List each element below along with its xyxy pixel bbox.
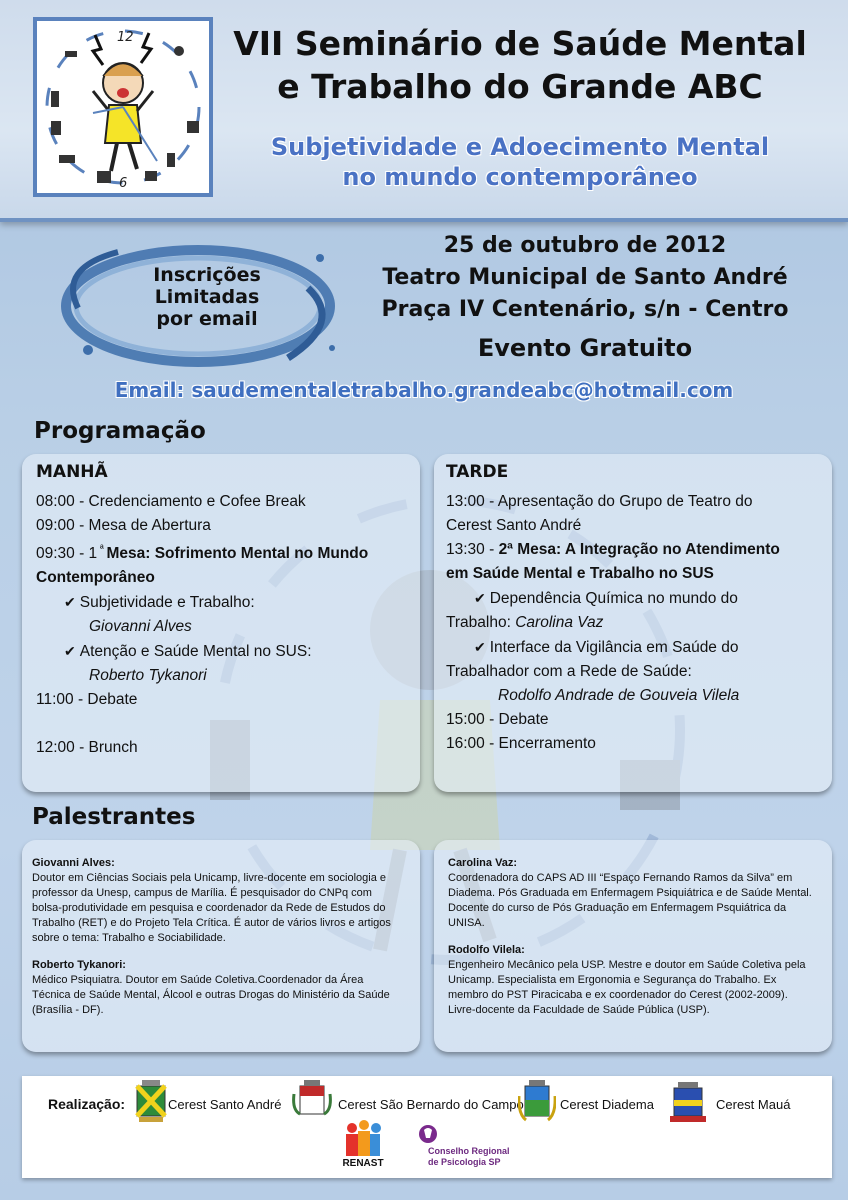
manha-sub-2-label: Atenção e Saúde Mental no SUS: <box>79 643 312 661</box>
panel-speakers-left <box>22 840 420 1052</box>
tarde-sub-1-label: Dependência Química no mundo do <box>489 590 738 607</box>
org-maua: Cerest Mauá <box>716 1097 791 1112</box>
speaker-name: Giovanni Alves: <box>32 857 115 869</box>
checkmark-icon: ✔ <box>64 643 76 660</box>
event-address: Praça IV Centenário, s/n - Centro <box>381 297 789 322</box>
speaker-name: Rodolfo Vilela: <box>448 944 525 956</box>
speaker-giovanni <box>32 856 402 946</box>
clock-6: 6 <box>119 176 128 191</box>
renast-label: RENAST <box>342 1158 384 1169</box>
speaker-roberto <box>32 958 402 1018</box>
panel-tarde <box>434 454 832 792</box>
checkmark-icon: ✔ <box>474 639 486 655</box>
tarde-item-3: 15:00 - Debate <box>446 711 549 728</box>
tarde-item-1: 13:00 - Apresentação do Grupo de Teatro do <box>446 493 753 510</box>
manha-item-3 <box>36 538 420 566</box>
speaker-bio: Coordenadora do CAPS AD III “Espaço Fernando Ramos da Silva” em Diadema. Pós Graduada em Enfermagem Psiquiátrica e de Saúde Mental. Docente do curso de Pós Graduação em Enfermagem Psquiátrica da UNISA. <box>448 872 812 929</box>
manha-sub-2 <box>36 639 420 664</box>
diadema-crest-icon <box>518 1080 556 1126</box>
speaker-carolina <box>448 856 814 931</box>
maua-crest-icon <box>668 1082 708 1124</box>
manha-item-4: 11:00 - Debate <box>36 691 138 709</box>
speaker-rodolfo <box>448 943 814 1018</box>
checkmark-icon: ✔ <box>474 590 486 606</box>
subtitle-line-1: Subjetividade e Adoecimento Mental <box>270 133 770 161</box>
badge-line-1: Inscrições <box>153 264 261 286</box>
manha-title: MANHÃ <box>36 462 108 482</box>
event-subtitle <box>250 132 790 192</box>
org-diadema: Cerest Diadema <box>560 1097 654 1112</box>
tarde-sub-2-label: Interface da Vigilância em Saúde do <box>489 639 739 656</box>
manha-sub-1-speaker: Giovanni Alves <box>89 618 192 636</box>
title-line-2: e Trabalho do Grande ABC <box>277 67 763 106</box>
tarde-item-2-title: 2ª Mesa: A Integração no Atendimento <box>498 541 780 558</box>
speaker-name: Roberto Tykanori: <box>32 959 126 971</box>
event-logo <box>33 17 213 197</box>
contact-email[interactable]: Email: saudementaletrabalho.grandeabc@hotmail.com <box>114 378 734 402</box>
event-price: Evento Gratuito <box>477 334 693 362</box>
clock-figure-icon <box>37 21 209 193</box>
manha-item-3-cont: Contemporâneo <box>36 569 155 587</box>
panel-manha <box>22 454 420 792</box>
badge-line-2: Limitadas <box>154 286 260 308</box>
tarde-item-2 <box>446 538 832 562</box>
sao-bernardo-crest-icon <box>292 1080 332 1124</box>
tarde-sub-1 <box>446 586 832 611</box>
checkmark-icon: ✔ <box>64 594 76 611</box>
programacao-title: Programação <box>34 418 206 444</box>
event-venue: Teatro Municipal de Santo André <box>382 265 788 290</box>
tarde-sub-2-speaker: Rodolfo Andrade de Gouveia Vilela <box>498 687 740 704</box>
tarde-item-4: 16:00 - Encerramento <box>446 735 596 752</box>
tarde-title: TARDE <box>446 462 509 482</box>
manha-item-3-title: Mesa: Sofrimento Mental no Mundo <box>106 545 369 563</box>
tarde-sub-1-speaker: Carolina Vaz <box>515 614 604 631</box>
tarde-sub-1b <box>446 611 832 635</box>
manha-item-3-sup: ª <box>97 544 107 555</box>
speaker-name: Carolina Vaz: <box>448 857 518 869</box>
crp-label <box>428 1146 510 1168</box>
tarde-sub-2b: Trabalhador com a Rede de Saúde: <box>446 663 692 680</box>
subtitle-line-2: no mundo contemporâneo <box>342 163 698 191</box>
santo-andre-crest-icon <box>134 1080 168 1124</box>
registration-badge <box>112 264 302 330</box>
palestrantes-title: Palestrantes <box>32 804 196 830</box>
org-sao-bernardo: Cerest São Bernardo do Campo <box>338 1097 524 1112</box>
event-date: 25 de outubro de 2012 <box>443 233 727 258</box>
event-info <box>330 230 840 364</box>
title-line-1: VII Seminário de Saúde Mental <box>233 24 807 63</box>
manha-sub-1 <box>36 590 420 615</box>
org-santo-andre: Cerest Santo André <box>168 1097 282 1112</box>
event-title <box>225 22 815 108</box>
tarde-item-1b: Cerest Santo André <box>446 517 582 534</box>
clock-12: 12 <box>117 30 134 45</box>
speaker-bio: Médico Psiquiatra. Doutor em Saúde Coletiva.Coordenador da Área Técnica de Saúde Mental, Álcool e outras Drogas do Ministério da Saúde (Brasília - DF). <box>32 974 390 1016</box>
speaker-bio: Doutor em Ciências Sociais pela Unicamp, livre-docente em sociologia e professor da Unesp, campus de Marília. É pesquisador do CNPq com bolsa-produtividade em pesquisa e coordenador da Rede de Estudos do Trabalho (RET) e do Projeto Tela Crítica. É autor de vários livros e artigos sobre o tema: Trabalho e Sociabilidade. <box>32 872 391 944</box>
manha-sub-2-speaker: Roberto Tykanori <box>89 667 207 685</box>
manha-sub-1-label: Subjetividade e Trabalho: <box>79 594 255 612</box>
manha-item-5: 12:00 - Brunch <box>36 739 138 757</box>
manha-item-2: 09:00 - Mesa de Abertura <box>36 517 211 534</box>
tarde-item-2-time: 13:30 - <box>446 541 499 558</box>
speaker-bio: Engenheiro Mecânico pela USP. Mestre e doutor em Saúde Coletiva pela Unicamp. Especialista em Ergonomia e Segurança do Trabalho. Ex membro do PST Piracicaba e ex coordenador do Cerest (2002-2009). Livre-docente da Faculdade de Saúde Pública (USP). <box>448 959 806 1016</box>
panel-speakers-right <box>434 840 832 1052</box>
tarde-sub-1b-label: Trabalho: <box>446 614 516 631</box>
badge-line-3: por email <box>156 308 258 330</box>
realizacao-label: Realização: <box>48 1096 126 1112</box>
tarde-sub-2 <box>446 635 832 660</box>
manha-item-3-time: 09:30 - 1 <box>36 545 98 563</box>
crp-line-1: Conselho Regional <box>428 1146 510 1156</box>
crp-logo-icon <box>418 1124 438 1146</box>
tarde-item-2-cont: em Saúde Mental e Trabalho no SUS <box>446 565 714 582</box>
manha-item-1: 08:00 - Credenciamento e Cofee Break <box>36 493 306 510</box>
crp-line-2: de Psicologia SP <box>428 1157 501 1167</box>
